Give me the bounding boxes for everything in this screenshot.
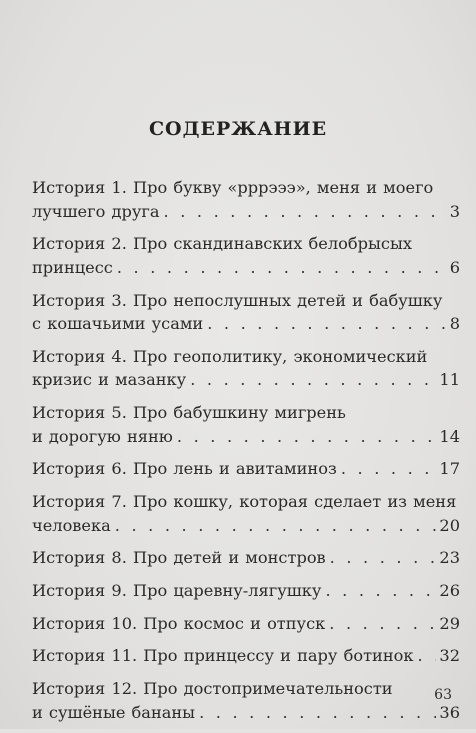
toc-entry-9 [32, 579, 460, 603]
toc-page-number: 32 [439, 646, 460, 666]
toc-entry-10 [32, 612, 460, 636]
dot-leader [199, 701, 436, 725]
toc-entry-5 [32, 401, 460, 448]
dot-leader [115, 514, 437, 538]
dot-leader [329, 612, 436, 636]
toc-entry-title-line: История 7. Про кошку, которая сделает из меня [32, 492, 457, 512]
toc-page-number: 11 [439, 370, 460, 390]
toc-entry-11 [32, 644, 460, 668]
toc-entry-title-continuation: с кошачьими усами [32, 314, 204, 334]
toc-page-number: 36 [439, 702, 460, 722]
toc-entry-3 [32, 289, 460, 336]
toc-entry-2 [32, 232, 460, 279]
toc-entry-title: История 11. Про принцессу и пару ботинок [32, 646, 414, 666]
toc-page-number: 29 [439, 613, 460, 633]
dot-leader [341, 457, 437, 481]
table-of-contents [32, 176, 460, 733]
toc-entry-title-line: История 12. Про достопримечательности [32, 679, 393, 699]
toc-entry-title-continuation: кризис и мазанку [32, 370, 187, 390]
dot-leader [325, 579, 436, 603]
toc-entry-title-continuation: лучшего друга [32, 201, 160, 221]
toc-entry-6 [32, 457, 460, 481]
toc-page-number: 14 [439, 426, 460, 446]
toc-entry-1 [32, 176, 460, 223]
toc-entry-title-line: История 4. Про геополитику, экономический [32, 346, 428, 366]
toc-entry-title-continuation: и дорогую няню [32, 426, 173, 446]
toc-entry-7 [32, 490, 460, 537]
toc-entry-title-line: История 5. Про бабушкину мигрень [32, 403, 346, 423]
toc-entry-8 [32, 546, 460, 570]
toc-page-number: 3 [449, 201, 460, 221]
toc-entry-title: История 6. Про лень и авитаминоз [32, 459, 337, 479]
toc-page-number: 26 [439, 581, 460, 601]
toc-entry-title-continuation: человека [32, 515, 111, 535]
toc-entry-title-continuation: принцесс [32, 257, 113, 277]
page-number: 63 [434, 687, 452, 703]
toc-page-number: 6 [449, 257, 460, 277]
dot-leader [207, 312, 446, 336]
dot-leader [190, 368, 436, 392]
dot-leader [177, 425, 437, 449]
toc-page-number: 23 [439, 548, 460, 568]
toc-entry-12 [32, 677, 460, 724]
toc-entry-title-line: История 1. Про букву «рррэээ», меня и моего [32, 178, 434, 197]
toc-entry-title: История 9. Про царевну-лягушку [32, 581, 322, 601]
toc-entry-title-continuation: и сушёные бананы [32, 702, 196, 722]
toc-entry-title-line: История 2. Про скандинавских белобрысых [32, 234, 412, 254]
toc-page-number: 17 [439, 459, 460, 479]
dot-leader [330, 546, 437, 570]
dot-leader [164, 200, 447, 224]
toc-entry-title: История 10. Про космос и отпуск [32, 613, 326, 633]
toc-entry-4 [32, 345, 460, 392]
toc-entry-title: История 8. Про детей и монстров [32, 548, 326, 568]
dot-leader [117, 256, 447, 280]
toc-page-number: 8 [449, 314, 460, 334]
toc-page-number: 20 [439, 515, 460, 535]
toc-entry-title-line: История 3. Про непослушных детей и бабушку [32, 290, 443, 310]
toc-title: СОДЕРЖАНИЕ [148, 118, 328, 140]
dot-leader [417, 644, 436, 668]
